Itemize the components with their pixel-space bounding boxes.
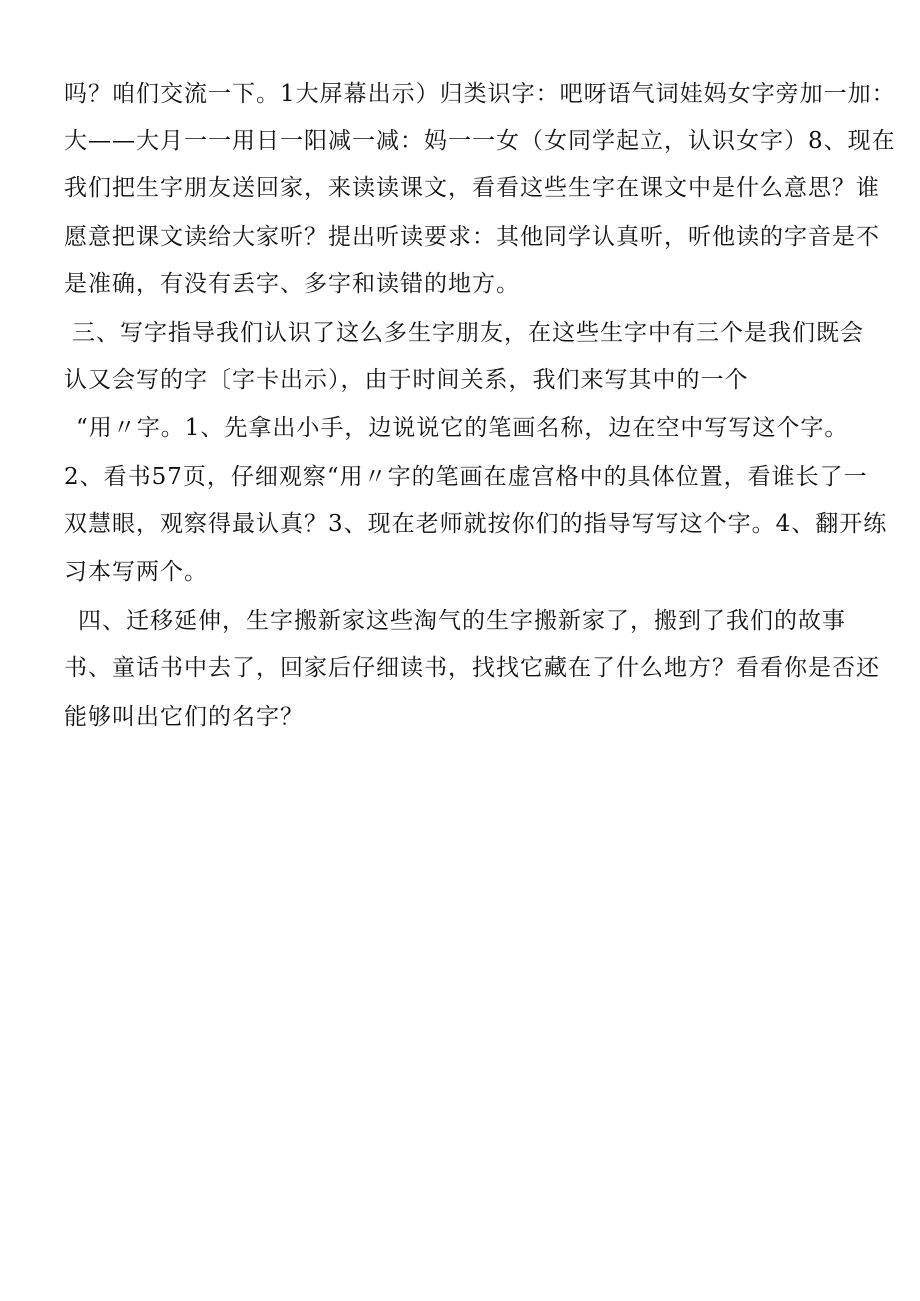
text-line: 2、看书57页，仔细观察“用〃字的笔画在虚宫格中的具体位置，看谁长了一 [64,464,868,490]
text-line: 能够叫出它们的名字？ [64,704,304,730]
text-line: 吗？咱们交流一下。1大屏幕出示）归类识字：吧呀语气词娃妈女字旁加一加： [64,81,896,107]
text-line: 认又会写的字〔字卡出示），由于时间关系，我们来写其中的一个 [64,367,749,393]
text-line: 是准确，有没有丢字、多字和读错的地方。 [64,271,520,297]
text-line: 愿意把课文读给大家听？提出听读要求：其他同学认真听，听他读的字音是不 [64,224,880,250]
text-line: 三、写字指导我们认识了这么多生字朋友，在这些生字中有三个是我们既会 [72,320,864,346]
text-line: 四、迁移延伸，生字搬新家这些淘气的生字搬新家了，搬到了我们的故事 [78,608,846,634]
text-line: 大——大月一一用日一阳减一减：妈一一女（女同学起立，认识女字）8、现在 [64,128,896,154]
text-line: 习本写两个。 [64,559,208,585]
text-line: “用〃字。1、先拿出小手，边说说它的笔画名称，边在空中写写这个字。 [76,415,849,441]
text-line: 双慧眼，观察得最认真？3、现在老师就按你们的指导写写这个字。4、翻开练 [64,511,888,537]
text-line: 我们把生字朋友送回家，来读读课文，看看这些生字在课文中是什么意思？谁 [64,175,880,201]
text-line: 书、童话书中去了，回家后仔细读书，找找它藏在了什么地方？看看你是否还 [64,655,880,681]
